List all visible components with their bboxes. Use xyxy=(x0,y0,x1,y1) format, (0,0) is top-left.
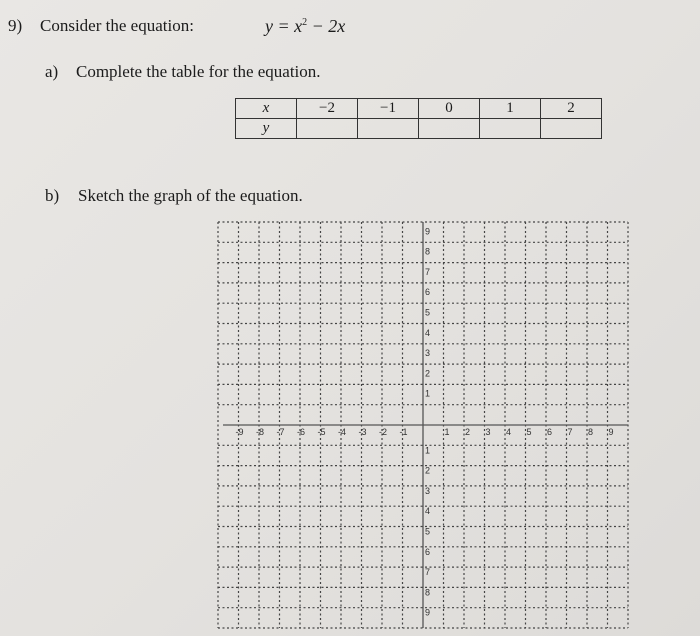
part-a-label: a) xyxy=(45,62,59,81)
y-tick-label: 4 xyxy=(425,327,431,338)
equation-rhs: − 2x xyxy=(307,16,346,36)
x-tick-label: -4 xyxy=(338,427,347,437)
x-tick-label: -9 xyxy=(235,427,244,437)
y-tick-label: 4 xyxy=(425,506,431,517)
x-tick-label: 7 xyxy=(567,427,573,437)
question-number: 9) xyxy=(8,16,23,35)
y-tick-label: 7 xyxy=(425,567,431,578)
y-tick-label: 6 xyxy=(425,287,431,298)
part-b-label: b) xyxy=(45,186,60,205)
y-tick-label: 9 xyxy=(425,226,431,237)
y-tick-label: 1 xyxy=(425,388,431,399)
x-tick-label: 2 xyxy=(465,427,471,437)
y-tick-label: 3 xyxy=(425,348,431,359)
y-tick-label: 8 xyxy=(425,587,431,598)
x-tick-label: 1 xyxy=(444,427,450,437)
x-tick-label: -6 xyxy=(297,427,306,437)
y-tick-label: 2 xyxy=(425,465,431,476)
x-tick-label: -8 xyxy=(256,427,265,437)
y-tick-label: 1 xyxy=(425,445,431,456)
x-cell: 2 xyxy=(541,99,602,119)
y-tick-label: 2 xyxy=(425,368,431,379)
x-cell: −2 xyxy=(297,99,358,119)
row-header-y: y xyxy=(236,119,297,139)
x-tick-label: 5 xyxy=(526,427,532,437)
part-b-text: Sketch the graph of the equation. xyxy=(78,186,303,205)
x-tick-label: 9 xyxy=(608,427,614,437)
part-a-text: Complete the table for the equation. xyxy=(76,62,321,81)
x-cell: 0 xyxy=(419,99,480,119)
x-tick-label: -3 xyxy=(358,427,367,437)
x-cell: −1 xyxy=(358,99,419,119)
equation-exponent: 2 xyxy=(302,17,308,28)
y-tick-label: 5 xyxy=(425,526,431,537)
y-tick-label: 8 xyxy=(425,246,431,257)
x-tick-label: -2 xyxy=(379,427,388,437)
question-text: Consider the equation: xyxy=(40,16,194,35)
x-tick-label: 6 xyxy=(547,427,553,437)
x-tick-label: -7 xyxy=(276,427,285,437)
y-tick-label: 7 xyxy=(425,266,431,277)
x-tick-label: 8 xyxy=(588,427,594,437)
equation-lhs: y = x xyxy=(265,16,303,36)
x-tick-label: -1 xyxy=(399,427,408,437)
x-tick-label: 3 xyxy=(485,427,491,437)
row-header-x: x xyxy=(236,99,297,119)
y-tick-label: 5 xyxy=(425,307,431,318)
x-tick-label: 4 xyxy=(506,427,512,437)
y-tick-label: 3 xyxy=(425,485,431,496)
y-tick-label: 9 xyxy=(425,607,431,618)
x-tick-label: -5 xyxy=(317,427,326,437)
x-cell: 1 xyxy=(480,99,541,119)
y-tick-label: 6 xyxy=(425,546,431,557)
